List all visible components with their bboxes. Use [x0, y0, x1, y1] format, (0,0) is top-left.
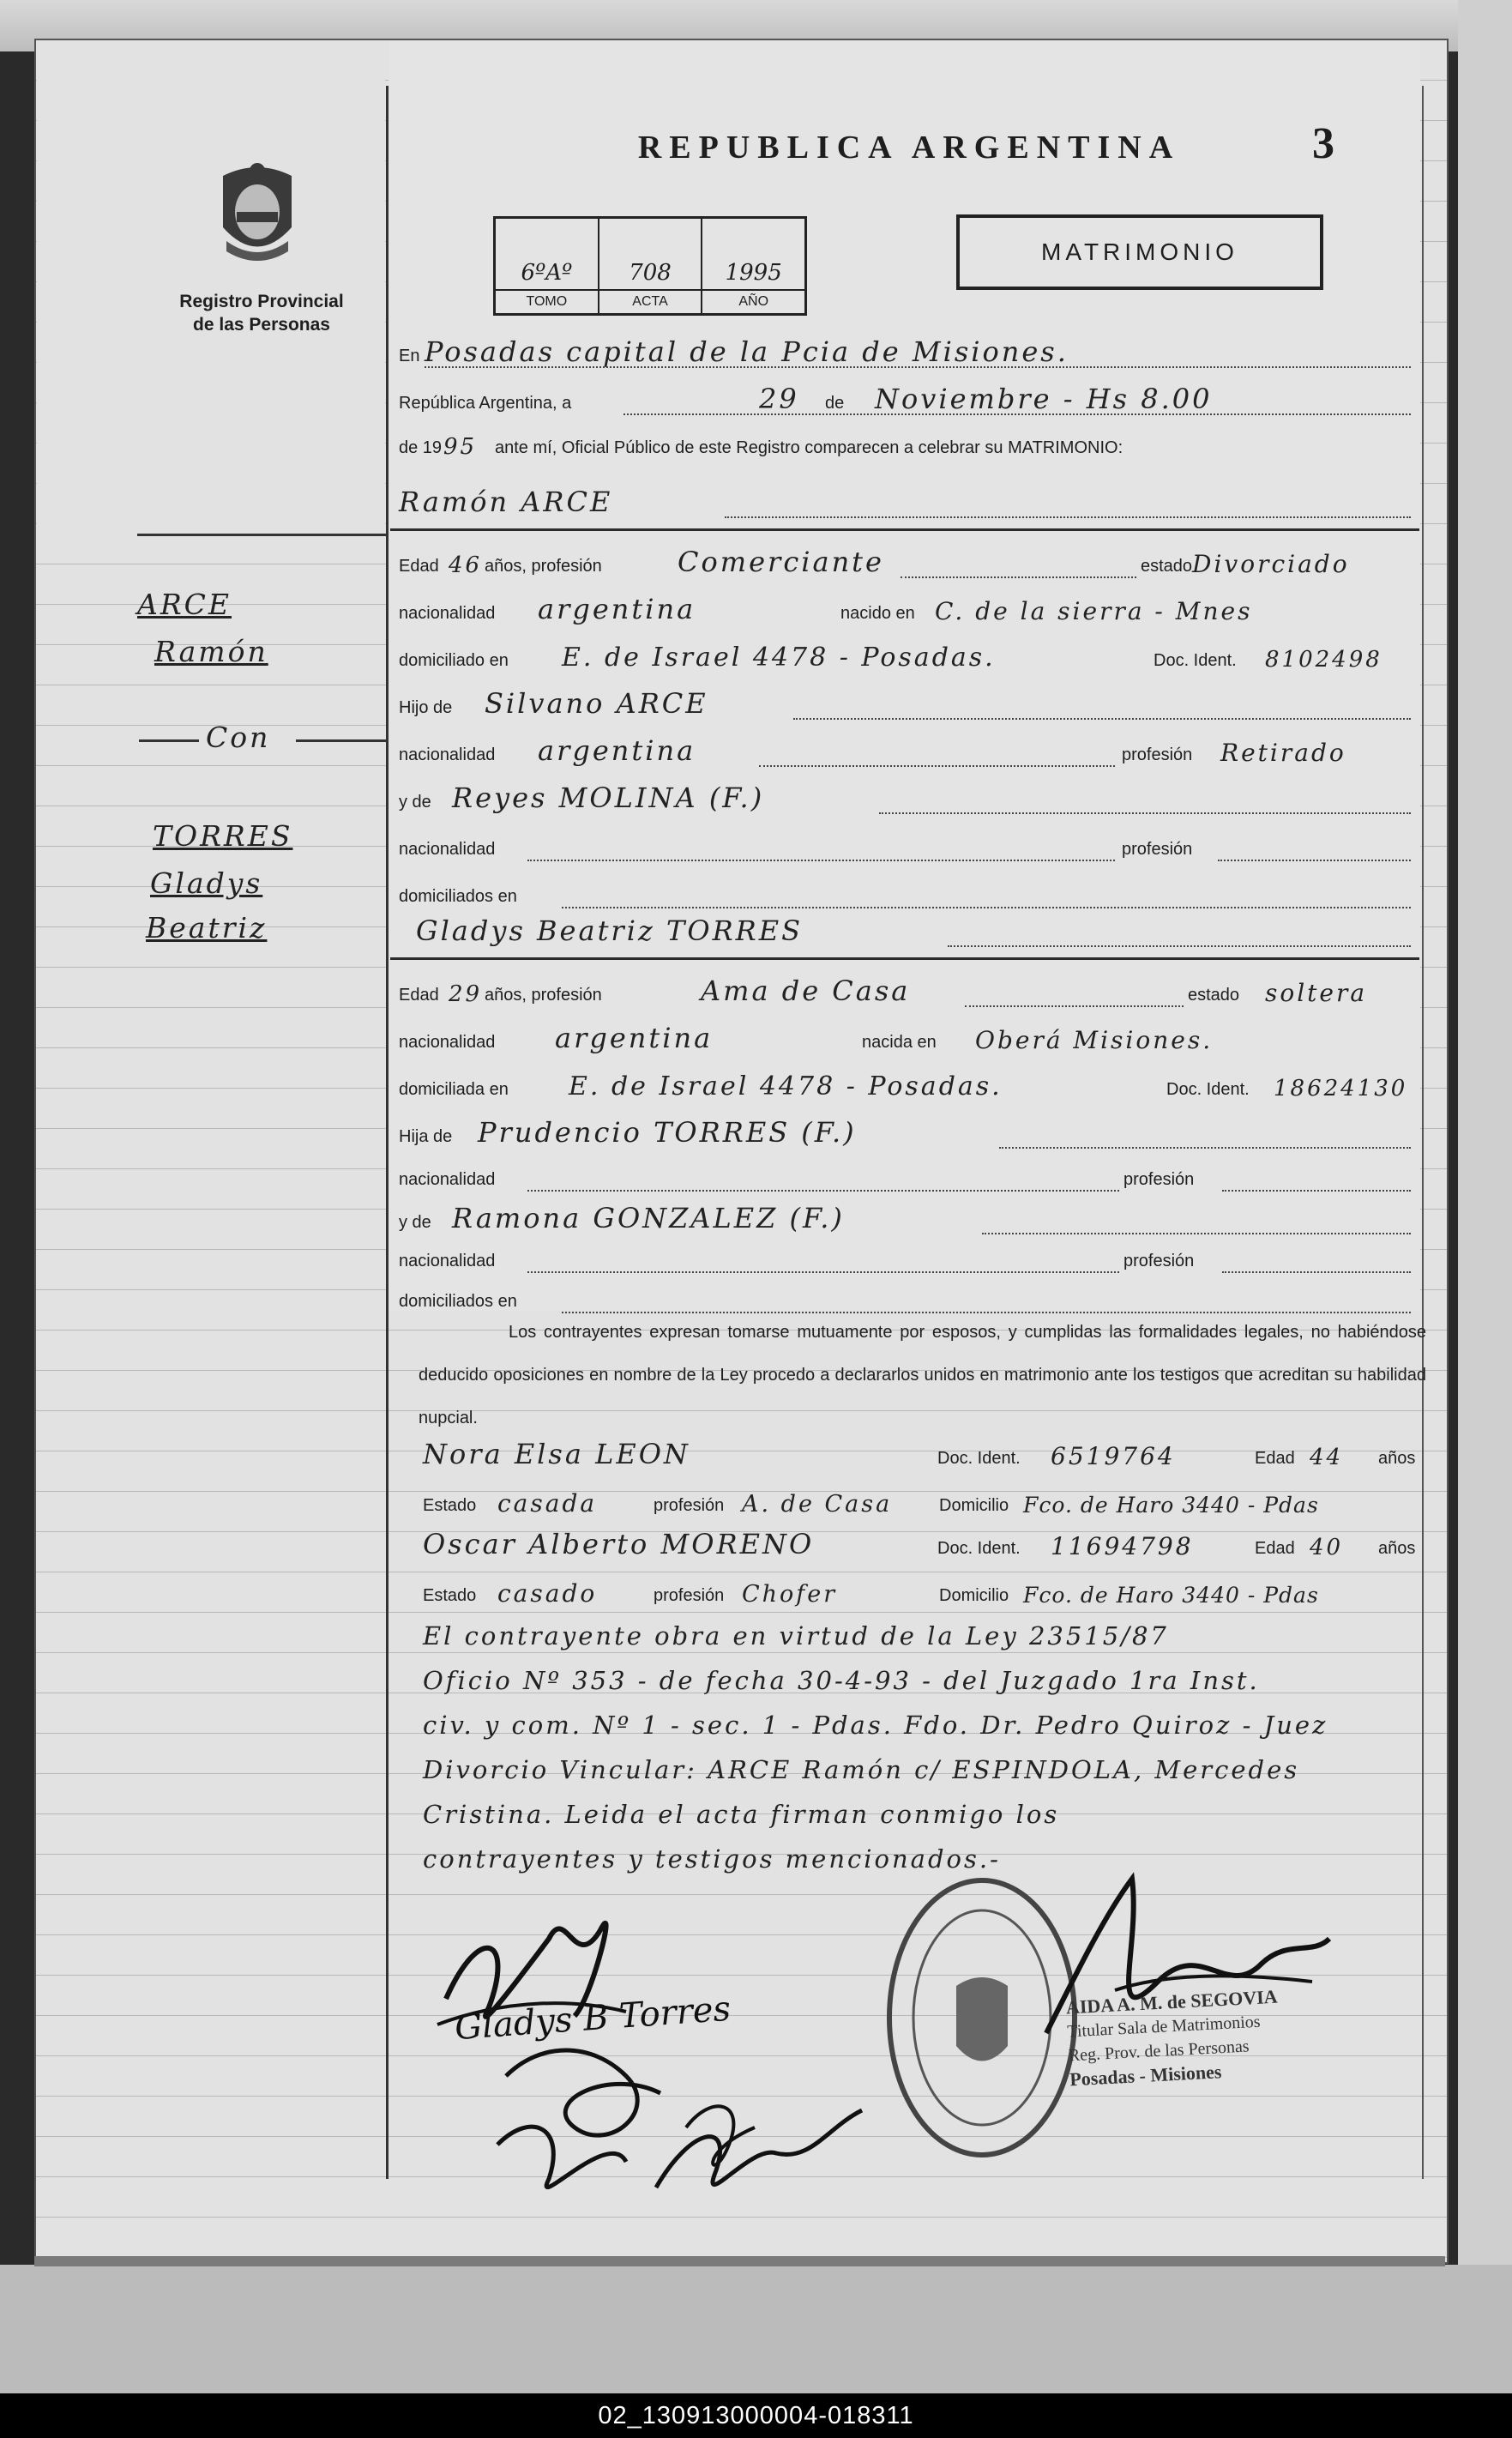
- witness1-address: Fco. de Haro 3440 - Pdas: [1023, 1493, 1319, 1518]
- groom-name-dots: [725, 516, 1411, 518]
- en-label: En: [399, 347, 420, 365]
- anio-cell: [702, 219, 804, 313]
- groom-domiciliados-dots: [562, 907, 1411, 908]
- note-line-3: [399, 1702, 1415, 1745]
- bride-mother-nat-dots: [527, 1271, 1119, 1273]
- groom-nacionalidad-label: nacionalidad: [399, 604, 496, 623]
- note-line-5: [399, 1791, 1415, 1834]
- groom-name-row: [399, 480, 1415, 523]
- groom-mother-prof-label: profesión: [1122, 840, 1193, 859]
- note-text-3: civ. y com. Nº 1 - sec. 1 - Pdas. Fdo. Dr. Pedro Quiroz - Juez: [423, 1711, 1328, 1740]
- bride-address-row: [399, 1064, 1415, 1107]
- note-line-4: [399, 1747, 1415, 1789]
- bride-edad-label: Edad: [399, 986, 439, 1005]
- bride-age: 29: [449, 981, 483, 1007]
- acta-caption: ACTA: [599, 289, 702, 313]
- groom-birthplace: C. de la sierra - Mnes: [935, 597, 1253, 625]
- place-row: [399, 330, 1415, 373]
- witness1-details-row: [399, 1480, 1415, 1523]
- bride-signature: Gladys B Torres: [453, 1988, 732, 2049]
- groom-age: 46: [449, 552, 483, 578]
- bride-anios-label: años, profesión: [485, 986, 602, 1005]
- groom-anios-label: años, profesión: [485, 557, 602, 576]
- witness2-details-row: [399, 1570, 1415, 1613]
- tomo-value: 6ºAº: [521, 260, 573, 286]
- margin-bride-given2: Beatriz: [146, 911, 268, 944]
- year-suffix: 95: [443, 434, 478, 460]
- witness1-estado: casada: [497, 1489, 598, 1518]
- registry-label-line1: Registro Provincial: [179, 292, 344, 311]
- bride-profession: Ama de Casa: [701, 975, 911, 1007]
- witness2-prof-label: profesión: [654, 1586, 725, 1605]
- witness1-edad-label: Edad: [1255, 1449, 1295, 1468]
- declaration-text: Los contrayentes expresan tomarse mutuamente por esposos, y cumplidas las formalidades legales, no habiéndose deducido oposiciones en nombre de la Ley procedo a declararlos unidos en matrimonio ante los testigos que acreditan su habilidad nupcial.: [419, 1323, 1426, 1427]
- groom-father-nat: argentina: [538, 734, 696, 767]
- bride-nacida-label: nacida en: [862, 1033, 937, 1052]
- groom-father-dots: [793, 718, 1411, 720]
- groom-doc-label: Doc. Ident.: [1154, 651, 1237, 670]
- acta-value: 708: [629, 260, 672, 286]
- bride-mother-prof-dots: [1222, 1271, 1411, 1273]
- groom-mother-row: [399, 776, 1415, 819]
- page-edge: [34, 2256, 1445, 2266]
- groom-mother: Reyes MOLINA (F.): [452, 781, 765, 814]
- bride-name-row: [399, 909, 1415, 952]
- bride-age-row: [399, 969, 1415, 1012]
- registry-label: [120, 290, 403, 336]
- registry-label-line2: de las Personas: [193, 315, 330, 335]
- groom-nacido-label: nacido en: [840, 604, 915, 623]
- witness2-age: 40: [1310, 1535, 1344, 1560]
- bride-father-nat-row: [399, 1154, 1415, 1197]
- scan-identifier: 02_130913000004-018311: [0, 2393, 1512, 2438]
- margin-groom-given: Ramón: [154, 635, 268, 668]
- act-type-box: MATRIMONIO: [956, 214, 1323, 290]
- witness2-estado: casado: [497, 1579, 598, 1608]
- scan-background-bottom: [0, 2265, 1512, 2393]
- page-number: 3: [1312, 119, 1334, 168]
- right-margin-line: [1422, 86, 1424, 2179]
- groom-father-nat-label: nacionalidad: [399, 745, 496, 764]
- groom-mother-dots: [879, 812, 1411, 814]
- margin-bride-surname: TORRES: [153, 819, 293, 853]
- bride-father-prof-dots: [1222, 1190, 1411, 1192]
- witness2-name-row: [399, 1523, 1415, 1566]
- witness1-name-row: [399, 1433, 1415, 1475]
- day-value: 29: [759, 383, 799, 415]
- witness1-doc: 6519764: [1051, 1442, 1176, 1470]
- official-office: Reg. Prov. de las Personas: [1068, 2037, 1250, 2066]
- groom-mother-nat-row: [399, 824, 1415, 866]
- bride-name-dots: [948, 945, 1411, 947]
- note-text-2: Oficio Nº 353 - de fecha 30-4-93 - del Juzgado 1ra Inst.: [423, 1666, 1260, 1695]
- groom-name: Ramón ARCE: [399, 486, 613, 518]
- bride-estado-label: estado: [1188, 986, 1240, 1005]
- groom-mother-nat-dots: [527, 860, 1115, 861]
- statement-text: ante mí, Oficial Público de este Registro comparecen a celebrar su MATRIMONIO:: [495, 438, 1123, 457]
- witness2-doc-label: Doc. Ident.: [937, 1539, 1021, 1558]
- bride-doc: 18624130: [1274, 1076, 1408, 1101]
- groom-age-row: [399, 540, 1415, 583]
- groom-address-row: [399, 635, 1415, 678]
- groom-father-row: [399, 682, 1415, 725]
- groom-domiciliados-label: domiciliados en: [399, 887, 517, 906]
- bride-mother-nat-row: [399, 1235, 1415, 1278]
- anio-caption: AÑO: [702, 289, 804, 313]
- bride-father-nat-label: nacionalidad: [399, 1170, 496, 1189]
- groom-nationality-row: [399, 588, 1415, 631]
- note-line-2: [399, 1657, 1415, 1700]
- bride-father-row: [399, 1111, 1415, 1154]
- groom-domicilio-label: domiciliado en: [399, 651, 509, 670]
- bride-divider: [390, 957, 1419, 960]
- page-title: REPUBLICA ARGENTINA: [637, 130, 1181, 166]
- official-stamp: [1065, 1985, 1281, 2092]
- acta-cell: [599, 219, 703, 313]
- registry-header-area: [37, 41, 385, 530]
- groom-father-label: Hijo de: [399, 698, 453, 717]
- witness1-profession: A. de Casa: [742, 1491, 893, 1518]
- witness2-name: Oscar Alberto MORENO: [423, 1528, 815, 1560]
- anio-value: 1995: [725, 260, 782, 286]
- groom-age-dots: [901, 576, 1136, 578]
- bride-domiciliados-label: domiciliados en: [399, 1292, 517, 1311]
- bride-age-dots: [965, 1005, 1184, 1007]
- margin-groom-surname: ARCE: [137, 588, 232, 621]
- groom-edad-label: Edad: [399, 557, 439, 576]
- groom-estado-label: estado: [1141, 557, 1193, 576]
- official-title: Titular Sala de Matrimonios: [1066, 2012, 1262, 2042]
- witness2-anios-label: años: [1378, 1539, 1416, 1558]
- witness1-age: 44: [1310, 1445, 1344, 1470]
- bride-mother-nat-label: nacionalidad: [399, 1252, 496, 1270]
- margin-bride-given1: Gladys: [150, 866, 263, 900]
- bride-mother: Ramona GONZALEZ (F.): [452, 1202, 845, 1234]
- note-text-1: El contrayente obra en virtud de la Ley 23515/87: [423, 1621, 1169, 1650]
- groom-estado: Divorciado: [1192, 550, 1350, 578]
- official-name: AIDA A. M. de SEGOVIA: [1065, 1985, 1279, 2019]
- witness1-dom-label: Domicilio: [939, 1496, 1009, 1515]
- groom-address: E. de Israel 4478 - Posadas.: [562, 643, 996, 673]
- groom-father-nat-dots: [759, 765, 1115, 767]
- margin-connector-right-dash: [296, 739, 386, 742]
- bride-mother-dots: [982, 1233, 1411, 1234]
- bride-name: Gladys Beatriz TORRES: [416, 914, 804, 947]
- bride-mother-prof-label: profesión: [1123, 1252, 1195, 1270]
- margin-divider: [386, 86, 389, 2179]
- note-text-6: contrayentes y testigos mencionados.-: [423, 1844, 1001, 1874]
- witness1-prof-label: profesión: [654, 1496, 725, 1515]
- witness1-anios-label: años: [1378, 1449, 1416, 1468]
- year-prefix: de 19: [399, 438, 443, 457]
- place-value: Posadas capital de la Pcia de Misiones.: [425, 335, 1069, 368]
- statement-row: [399, 422, 1415, 465]
- bride-mother-row: [399, 1197, 1415, 1240]
- bride-estado: soltera: [1265, 979, 1368, 1007]
- bride-mother-label: y de: [399, 1213, 431, 1232]
- groom-divider: [390, 528, 1419, 531]
- bride-father-dots: [999, 1147, 1411, 1149]
- bride-father-nat-dots: [527, 1190, 1119, 1192]
- witness1-name: Nora Elsa LEON: [423, 1438, 690, 1470]
- note-text-4: Divorcio Vincular: ARCE Ramón c/ ESPINDOLA, Mercedes: [423, 1755, 1300, 1784]
- witness2-doc: 11694798: [1051, 1532, 1194, 1560]
- bride-father-prof-label: profesión: [1123, 1170, 1195, 1189]
- republic-label: República Argentina, a: [399, 394, 572, 413]
- groom-profession: Comerciante: [678, 546, 884, 578]
- record-box: [493, 216, 807, 316]
- bride-nationality-row: [399, 1017, 1415, 1059]
- bride-nationality: argentina: [555, 1022, 714, 1054]
- margin-connector-left-dash: [139, 739, 199, 742]
- bride-father-label: Hija de: [399, 1127, 453, 1146]
- groom-mother-nat-label: nacionalidad: [399, 840, 496, 859]
- tomo-caption: TOMO: [496, 289, 598, 313]
- witness1-estado-label: Estado: [423, 1496, 477, 1515]
- coat-of-arms-icon: [206, 159, 309, 270]
- groom-nationality: argentina: [538, 593, 696, 625]
- month-time-value: Noviembre - Hs 8.00: [875, 383, 1213, 415]
- witness2-profession: Chofer: [742, 1581, 838, 1608]
- place-dots: [425, 366, 1411, 368]
- witness2-edad-label: Edad: [1255, 1539, 1295, 1558]
- bride-domicilio-label: domiciliada en: [399, 1080, 509, 1099]
- groom-father-prof: Retirado: [1220, 739, 1346, 767]
- bride-birthplace: Oberá Misiones.: [975, 1026, 1214, 1054]
- groom-mother-prof-dots: [1218, 860, 1411, 861]
- date-row: [399, 377, 1415, 420]
- witness1-doc-label: Doc. Ident.: [937, 1449, 1021, 1468]
- de-label: de: [825, 394, 845, 413]
- scan-background-right: [1458, 0, 1512, 2438]
- margin-top-rule: [137, 534, 386, 536]
- groom-father-nat-row: [399, 729, 1415, 772]
- note-text-5: Cristina. Leida el acta firman conmigo los: [423, 1800, 1060, 1829]
- note-line-1: [399, 1613, 1415, 1656]
- bride-doc-label: Doc. Ident.: [1166, 1080, 1250, 1099]
- date-dots: [623, 413, 1411, 415]
- tomo-cell: [496, 219, 599, 313]
- margin-connector: Con: [206, 721, 271, 754]
- groom-father-prof-label: profesión: [1122, 745, 1193, 764]
- witness-signature: [639, 2093, 870, 2222]
- bride-father: Prudencio TORRES (F.): [478, 1116, 857, 1149]
- official-city: Posadas - Misiones: [1069, 2061, 1223, 2091]
- witness2-dom-label: Domicilio: [939, 1586, 1009, 1605]
- bride-address: E. de Israel 4478 - Posadas.: [569, 1071, 1003, 1101]
- bride-nacionalidad-label: nacionalidad: [399, 1033, 496, 1052]
- groom-domiciliados-row: [399, 871, 1415, 914]
- witness2-estado-label: Estado: [423, 1586, 477, 1605]
- groom-father: Silvano ARCE: [485, 687, 708, 720]
- witness2-address: Fco. de Haro 3440 - Pdas: [1023, 1583, 1319, 1608]
- groom-mother-label: y de: [399, 793, 431, 812]
- groom-doc: 8102498: [1265, 647, 1382, 673]
